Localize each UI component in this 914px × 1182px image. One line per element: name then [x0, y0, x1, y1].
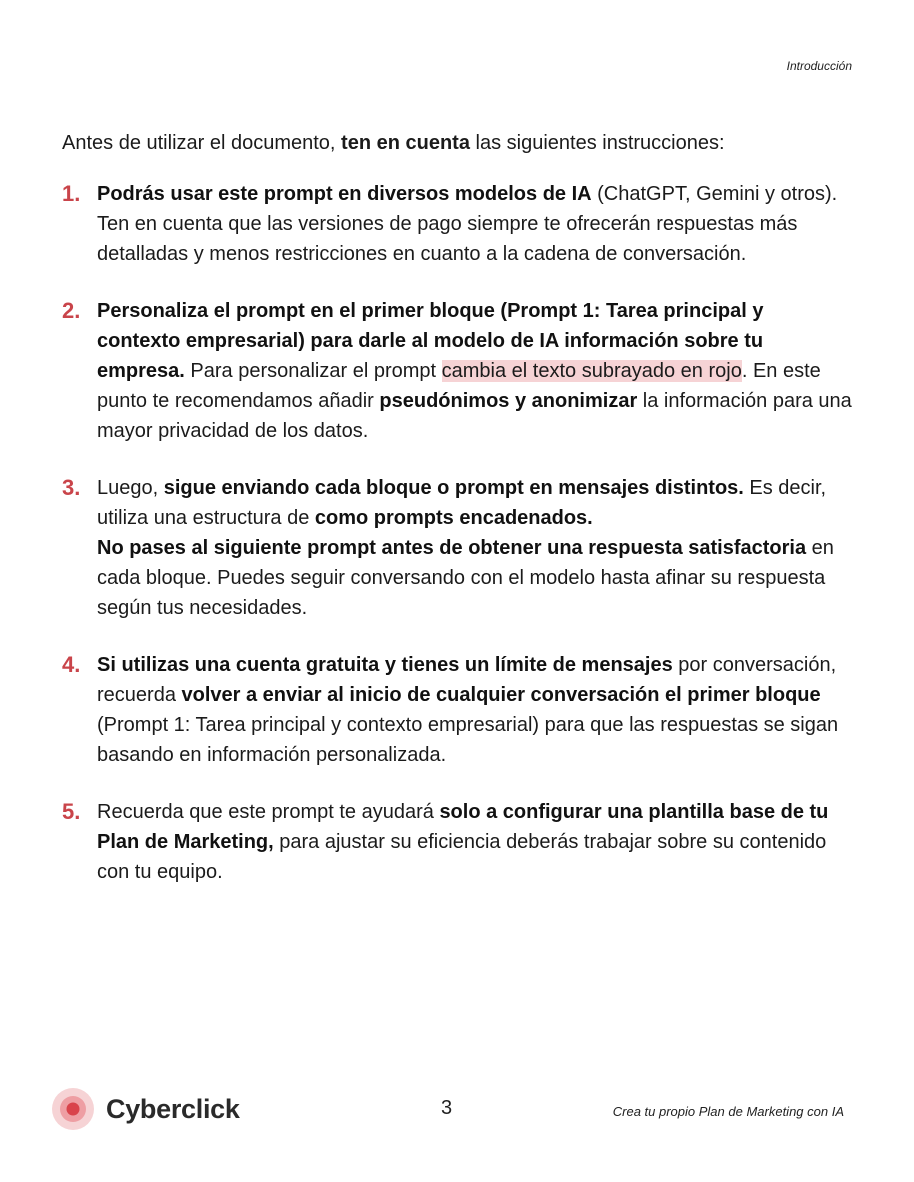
- logo-text: Cyberclick: [106, 1093, 240, 1124]
- step-number: 3.: [62, 475, 81, 500]
- instruction-step-2: 2. Personaliza el prompt en el primer bloque (Prompt 1: Tarea principal y contexto empresarial) para darle al modelo de IA información sobre tu empresa. Para personalizar el prompt cambia el texto subrayado en rojo. En este punto te recomendamos añadir pseudónimos y anonimizar la información para una mayor privacidad de los datos.: [62, 298, 852, 442]
- page-footer: [0, 1080, 914, 1140]
- instruction-step-1: 1. Podrás usar este prompt en diversos modelos de IA (ChatGPT, Gemini y otros). Ten en cuenta que las versiones de pago siempre te ofrecerán respuestas más detalladas y menos restricciones en cuanto a la cadena de conversación.: [62, 181, 838, 265]
- step-number: 1.: [62, 181, 81, 206]
- step-number: 4.: [62, 652, 81, 677]
- cyberclick-logo: [52, 1088, 240, 1130]
- step-number: 5.: [62, 799, 81, 824]
- cyberclick-logo-icon: [52, 1088, 94, 1130]
- intro-bold: ten en cuenta: [341, 132, 470, 154]
- intro-paragraph: Antes de utilizar el documento, ten en cuenta las siguientes instrucciones:: [62, 132, 725, 154]
- page-header-section-title: Introducción: [786, 59, 852, 73]
- page-number: 3: [441, 1097, 453, 1119]
- instruction-step-4: 4. Si utilizas una cuenta gratuita y tienes un límite de mensajes por conversación, recuerda volver a enviar al inicio de cualquier conversación el primer bloque (Prompt 1: Tarea principal y contexto empresarial) para que las respuestas se sigan basando en información personalizada.: [62, 652, 839, 766]
- step-number: 2.: [62, 298, 81, 323]
- document-title: Crea tu propio Plan de Marketing con IA: [612, 1104, 844, 1119]
- instruction-step-3: 3. Luego, sigue enviando cada bloque o prompt en mensajes distintos. Es decir, utiliza una estructura de como prompts encadenados. No pases al siguiente prompt antes de obtener una respuesta satisfactoria en cada bloque. Puedes seguir conversando con el modelo hasta afinar su respuesta según tus necesidades.: [62, 475, 834, 619]
- instruction-list: [62, 179, 852, 887]
- highlighted-text: cambia el texto subrayado en rojo: [441, 360, 742, 382]
- document-body: [62, 128, 852, 914]
- instruction-step-5: 5. Recuerda que este prompt te ayudará solo a configurar una plantilla base de tu Plan de Marketing, para ajustar su eficiencia deberás trabajar sobre su contenido con tu equipo.: [62, 799, 829, 883]
